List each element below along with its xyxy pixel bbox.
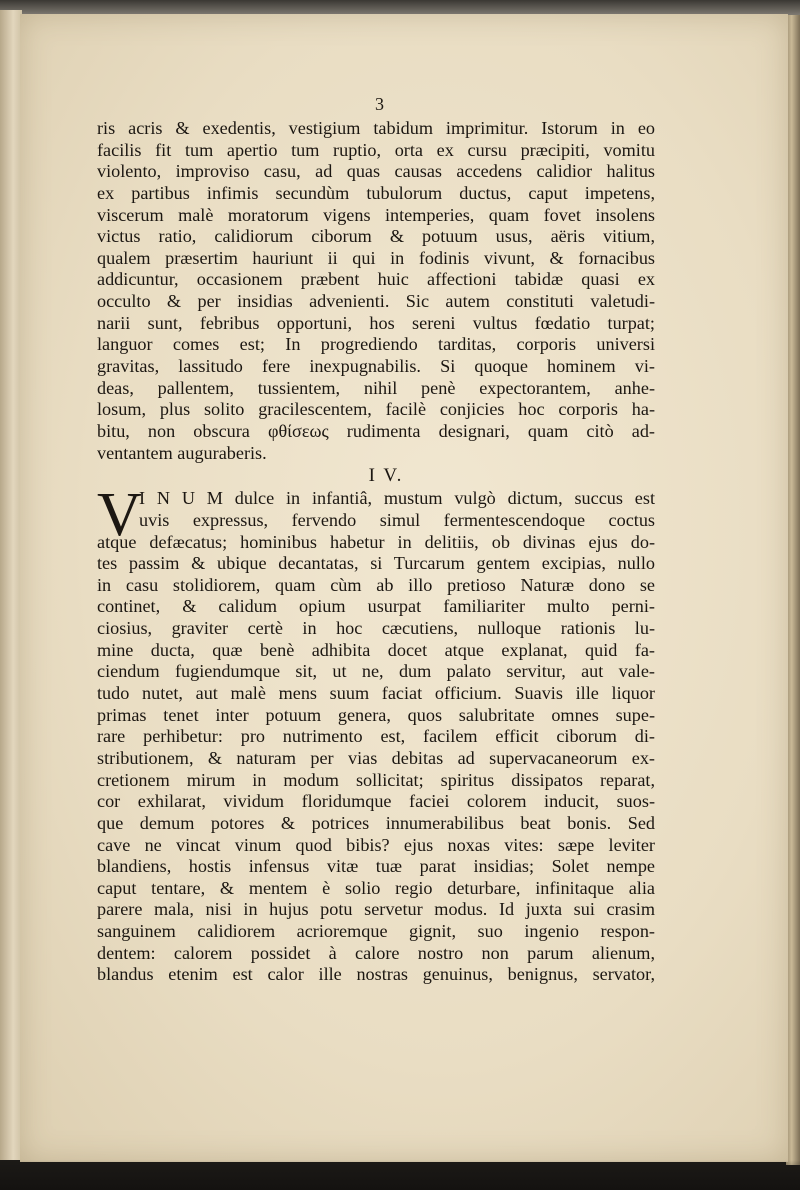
text-line: sanguinem calidiorem acrioremque gignit, suo ingenio respon- [97, 921, 655, 942]
text-line: stributionem, & naturam per vias debitas ad supervacaneorum ex- [97, 747, 655, 768]
text-line: que demum potores & potrices innumerabilibus beat bonis. Sed [97, 812, 655, 833]
text-line: ciendum fugiendumque sit, ut ne, dum palato servitur, aut vale- [97, 661, 655, 682]
text-line: primas tenet inter potuum genera, quos salubritate omnes supe- [97, 704, 655, 725]
text-line: mine ducta, quæ benè adhibita docet atque explanat, quid fa- [97, 639, 655, 660]
text-line: blandus etenim est calor ille nostras genuinus, benignus, servator, [97, 964, 655, 985]
text-line: continet, & calidum opium usurpat familiariter multo perni- [97, 596, 655, 617]
paragraph-two-body [97, 532, 655, 986]
text-line: parere mala, nisi in hujus potu servetur modus. Id juxta sui crasim [97, 899, 655, 920]
book-page [20, 14, 788, 1162]
text-line: atque defæcatus; hominibus habetur in delitiis, ob divinas ejus do- [97, 531, 655, 552]
text-line: tudo nutet, aut malè mens suum faciat officium. Suavis ille liquor [97, 683, 655, 704]
text-line: victus ratio, calidiorum ciborum & potuum usus, aëris vitium, [97, 226, 655, 247]
text-line: viscerum malè moratorum vigens intemperies, quam fovet insolens [97, 204, 655, 225]
text-line: cretionem mirum in modum sollicitat; spiritus dissipatos reparat, [97, 769, 655, 790]
text-line: ex partibus infimis secundùm tubulorum ductus, caput impetens, [97, 182, 655, 203]
page-number: 3 [375, 94, 384, 114]
text-line: violento, improviso casu, ad quas causas accedens calidior halitus [97, 161, 655, 182]
text-line: rare perhibetur: pro nutrimento est, facilem efficit ciborum di- [97, 726, 655, 747]
drop-cap: V [97, 481, 142, 550]
paragraph-two-opening [97, 488, 655, 531]
text-line: narii sunt, febribus opportuni, hos sereni vultus fœdatio turpat; [97, 312, 655, 333]
text-line: facilis fit tum apertio tum ruptio, orta ex cursu præcipiti, vomitu [97, 139, 655, 160]
text-line: ciosius, graviter certè in hoc cæcutiens, nulloque rationis lu- [97, 618, 655, 639]
text-line: tes passim & ubique decantatas, si Turcarum gentem excipias, nullo [97, 553, 655, 574]
page-text [97, 118, 655, 986]
text-line: languor comes est; In progrediendo tarditas, corporis universi [97, 334, 655, 355]
book-spine [0, 10, 22, 1160]
text-line: bitu, non obscura φθίσεως rudimenta designari, quam citò ad- [97, 420, 655, 441]
text-line: losum, plus solito gracilescentem, facilè conjicies hoc corporis ha- [97, 399, 655, 420]
text-line: uvis expressus, fervendo simul fermentescendoque coctus [139, 509, 655, 530]
text-line: gravitas, lassitudo fere inexpugnabilis. Si quoque hominem vi- [97, 356, 655, 377]
scan-bottom-shadow [0, 1160, 800, 1190]
text-line: addicuntur, occasionem præbent huic affectioni tabidæ quasi ex [97, 269, 655, 290]
page-edge-right [786, 15, 800, 1165]
text-line: cave ne vincat vinum quod bibis? ejus noxas vites: sæpe leviter [97, 834, 655, 855]
text-line: caput tentare, & mentem è solio regio deturbare, infinitaque alia [97, 877, 655, 898]
section-heading: I V. [368, 465, 404, 487]
text-line: dentem: calorem possidet à calore nostro non parum alienum, [97, 942, 655, 963]
text-line: deas, pallentem, tussientem, nihil penè expectorantem, anhe- [97, 377, 655, 398]
text-line: blandiens, hostis infensus vitæ tuæ parat insidias; Solet nempe [97, 856, 655, 877]
text-line: cor exhilarat, vividum floridumque faciei colorem inducit, suos- [97, 791, 655, 812]
text-line: I N U M dulce in infantiâ, mustum vulgò dictum, succus est [139, 488, 655, 509]
paragraph-one [97, 118, 655, 464]
text-line: ris acris & exedentis, vestigium tabidum imprimitur. Istorum in eo [97, 118, 655, 138]
paragraph-two [97, 481, 655, 986]
text-line: occulto & per insidias advenienti. Sic autem constituti valetudi- [97, 291, 655, 312]
text-line: qualem præsertim hauriunt ii qui in fodinis vivunt, & fornacibus [97, 247, 655, 268]
text-line: ventantem auguraberis. [97, 442, 267, 463]
text-line: in casu stolidiorem, quam cùm ab illo pretioso Naturæ dono se [97, 574, 655, 595]
